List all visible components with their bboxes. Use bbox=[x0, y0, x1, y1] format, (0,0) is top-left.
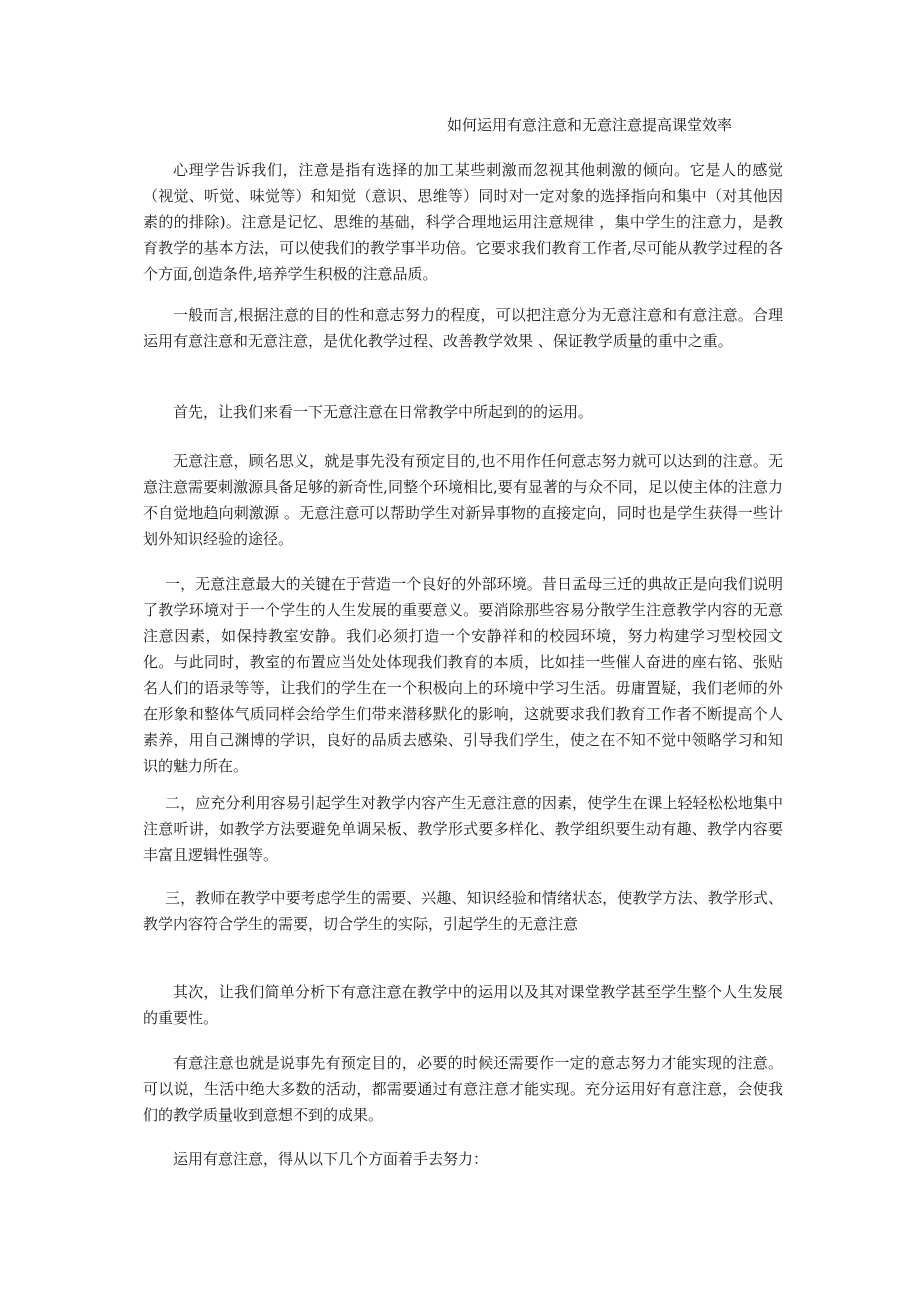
paragraph-efforts-intro: 运用有意注意，得从以下几个方面着手去努力： bbox=[173, 1150, 489, 1168]
paragraph-intentional-definition: 有意注意也就是说事先有预定目的，必要的时候还需要作一定的意志努力才能实现的注意。可以说，生活中绝大多数的活动，都需要通过有意注意才能实现。充分运用好有意注意，会使我们的教学质量收到意想不到的成果。 bbox=[143, 1054, 783, 1124]
paragraph-second-section: 其次，让我们简单分析下有意注意在教学中的运用以及其对课堂教学甚至学生整个人生发展的重要性。 bbox=[143, 983, 783, 1027]
paragraph-intro: 心理学告诉我们，注意是指有选择的加工某些刺激而忽视其他刺激的倾向。它是人的感觉（视觉、听觉、味觉等）和知觉（意识、思维等）同时对一定对象的选择指向和集中（对其他因素的的排除)。注意是记忆、思维的基础，科学合理地运用注意规律 ，集中学生的注意力，是教育教学的基本方法，可以使我们的教学事半功倍。它要求我们教育工作者,尽可能从教学过程的各个方面,创造条件,培养学生积极的注意品质。 bbox=[143, 161, 783, 283]
paragraph-point-three: 三，教师在教学中要考虑学生的需要、兴趣、知识经验和情绪状态，使教学方法、教学形式、教学内容符合学生的需要，切合学生的实际，引起学生的无意注意 bbox=[143, 889, 783, 933]
paragraph-point-one: 一，无意注意最大的关键在于营造一个良好的外部环境。昔日孟母三迁的典故正是向我们说明了教学环境对于一个学生的人生发展的重要意义。要消除那些容易分散学生注意教学内容的无意注意因素，如保持教室安静。我们必须打造一个安静祥和的校园环境，努力构建学习型校园文化。与此同时，教室的布置应当处处体现我们教育的本质，比如挂一些催人奋进的座右铭、张贴名人们的语录等等，让我们的学生在一个积极向上的环境中学习生活。毋庸置疑，我们老师的外在形象和整体气质同样会给学生们带来潜移默化的影响，这就要求我们教育工作者不断提高个人素养，用自己渊博的学识，良好的品质去感染、引导我们学生，使之在不知不觉中领略学习和知识的魅力所在。 bbox=[143, 575, 783, 775]
paragraph-first-section: 首先，让我们来看一下无意注意在日常教学中所起到的的运用。 bbox=[173, 403, 594, 421]
paragraph-unintentional-definition: 无意注意，顾名思义，就是事先没有预定目的,也不用作任何意志努力就可以达到的注意。无意注意需要刺激源具备足够的新奇性,同整个环境相比,要有显著的与众不同，足以使主体的注意力不自觉地趋向刺激源 。无意注意可以帮助学生对新异事物的直接定向，同时也是学生获得一些计划外知识经验的途径。 bbox=[143, 452, 783, 548]
paragraph-point-two: 二，应充分利用容易引起学生对教学内容产生无意注意的因素，使学生在课上轻轻松松地集中注意听讲，如教学方法要避免单调呆板、教学形式要多样化、教学组织要生动有趣、教学内容要丰富且逻辑性强等。 bbox=[143, 794, 783, 864]
paragraph-classification: 一般而言,根据注意的目的性和意志努力的程度，可以把注意分为无意注意和有意注意。合理运用有意注意和无意注意，是优化教学过程、改善教学效果 、保证教学质量的重中之重。 bbox=[143, 306, 783, 350]
document-title: 如何运用有意注意和无意注意提高课堂效率 bbox=[447, 116, 733, 134]
